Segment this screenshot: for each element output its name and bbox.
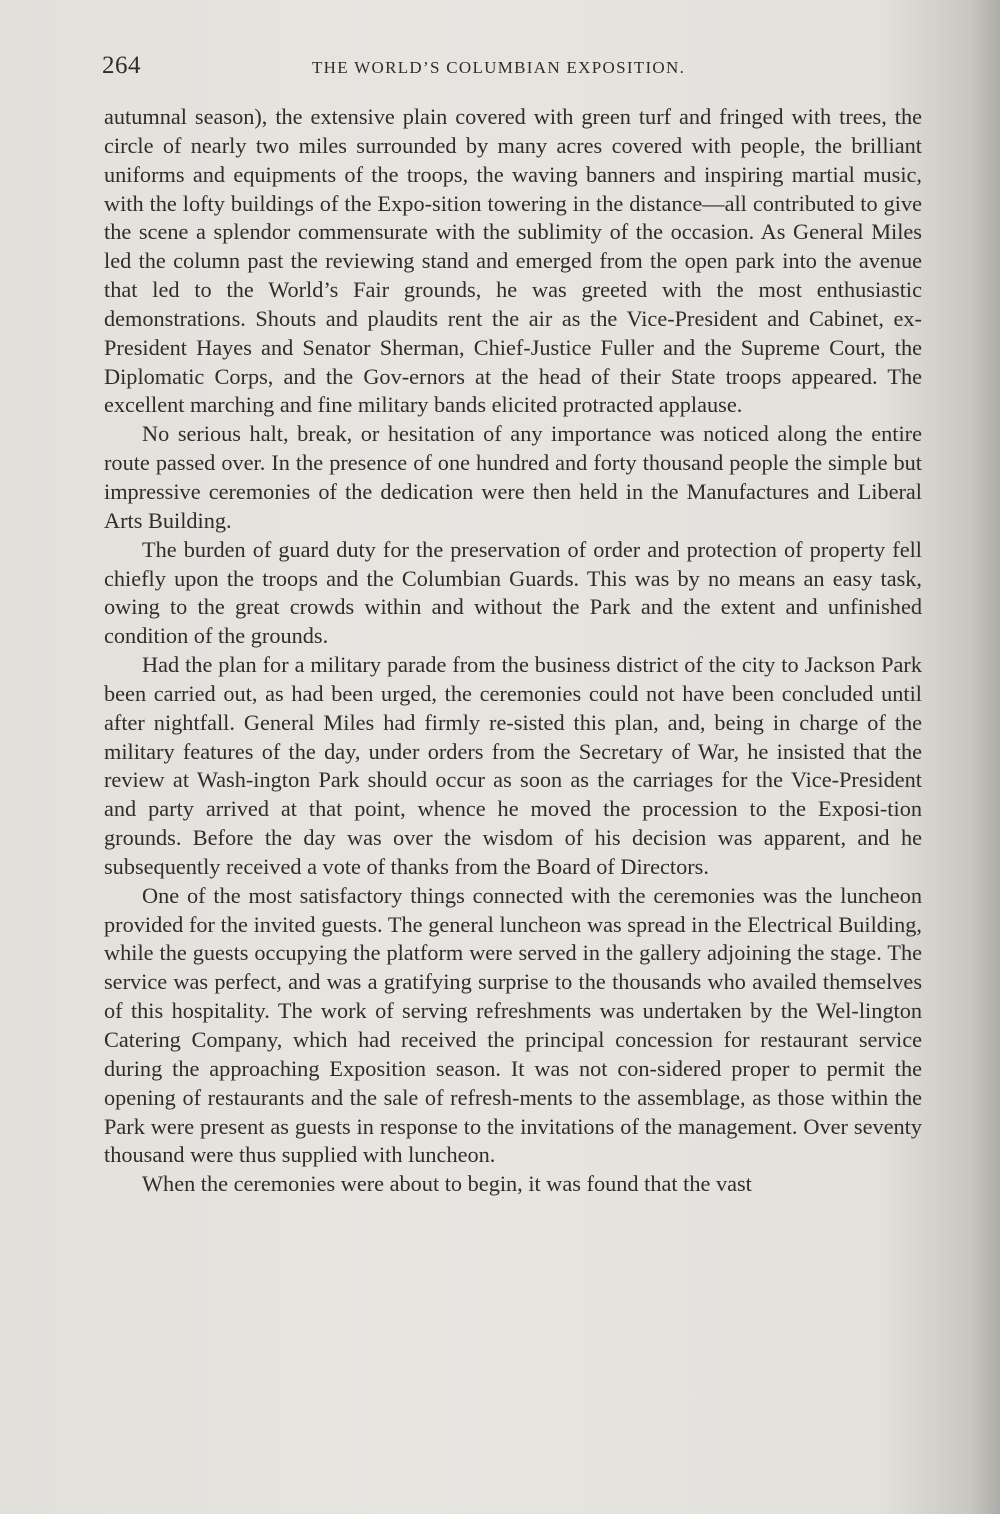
paragraph: No serious halt, break, or hesitation of any importance was noticed along the entire route passed over. In the presence of one hundred and forty thousand people the simple but impressive ceremonies of the dedication were then held in the Manufactures and Liberal Arts Building.	[104, 421, 922, 533]
body-text	[104, 103, 922, 1199]
paragraph-last: When the ceremonies were about to begin, it was found that the vast	[142, 1171, 752, 1197]
paragraph: The burden of guard duty for the preservation of order and protection of property fell chiefly upon the troops and the Columbian Guards. This was by no means an easy task, owing to the great crowds within and without the Park and the extent and unfinished condition of the grounds.	[104, 536, 922, 649]
running-head	[102, 52, 922, 82]
paragraph: Had the plan for a military parade from the business district of the city to Jackson Park been carried out, as had been urged, the ceremonies could not have been concluded until after nightfall. General Miles had firmly re-sisted this plan, and, being in charge of the military features of the day, under orders from the Secretary of War, he insisted that the review at Wash-ington Park should occur as soon as the carriages for the Vice-President and party arrived at that point, whence he moved the procession to the Exposi-tion grounds. Before the day was over the wisdom of his decision was apparent, and he subsequently received a vote of thanks from the Board of Directors.	[104, 652, 922, 879]
paragraph: One of the most satisfactory things connected with the ceremonies was the luncheon provided for the invited guests. The general luncheon was spread in the Electrical Building, while the guests occupying the platform were served in the gallery adjoining the stage. The service was perfect, and was a gratifying surprise to the thousands who availed themselves of this hospitality. The work of serving refreshments was undertaken by the Wel-lington Catering Company, which had received the principal concession for restaurant service during the approaching Exposition season. It was not con-sidered proper to permit the opening of restaurants and the sale of refresh-ments to the assemblage, as those within the Park were present as guests in response to the invitations of the management. Over seventy thousand were thus supplied with luncheon.	[104, 882, 922, 1168]
page-number: 264	[102, 52, 141, 79]
running-title: THE WORLD’S COLUMBIAN EXPOSITION.	[312, 58, 686, 77]
paragraph-continued: autumnal season), the extensive plain covered with green turf and fringed with trees, the circle of nearly two miles surrounded by many acres covered with people, the brilliant uniforms and equipments of the troops, the waving banners and inspiring martial music, with the lofty buildings of the Expo-sition towering in the distance—all contributed to give the scene a splendor commensurate with the sublimity of the occasion. As General Miles led the column past the reviewing stand and emerged from the open park into the avenue that led to the World’s Fair grounds, he was greeted with the most enthusiastic demonstrations. Shouts and plaudits rent the air as the Vice-President and Cabinet, ex-President Hayes and Senator Sherman, Chief-Justice Fuller and the Supreme Court, the Diplomatic Corps, and the Gov-ernors at the head of their State troops appeared. The excellent marching and fine military bands elicited protracted applause.	[104, 104, 922, 418]
